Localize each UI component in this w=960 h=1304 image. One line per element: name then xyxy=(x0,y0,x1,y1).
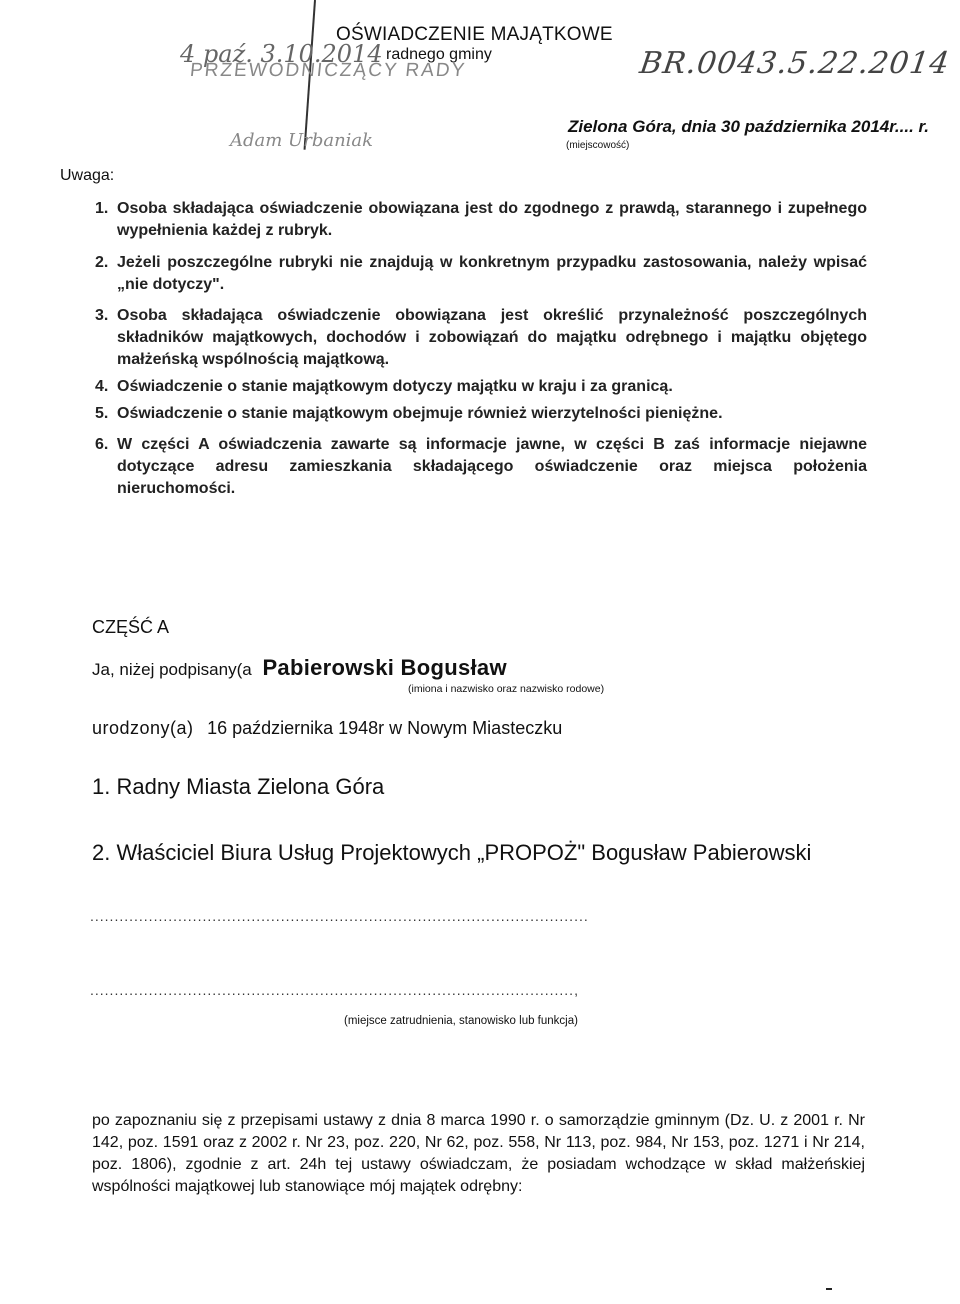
dotted-fill-line: ...................................................................................................... xyxy=(90,908,589,924)
born-value: 16 października 1948r w Nowym Miasteczku xyxy=(207,718,563,738)
notice-item xyxy=(95,434,867,500)
employment-item: 2. Właściciel Biura Usług Projektowych „PROPOŻ" Bogusław Pabierowski xyxy=(92,840,812,865)
notice-heading: Uwaga: xyxy=(60,167,115,184)
document-title: OŚWIADCZENIE MAJĄTKOWE xyxy=(336,24,613,45)
notice-item-number: 2. xyxy=(95,254,109,271)
notice-item-number: 4. xyxy=(95,378,109,395)
born-line xyxy=(92,718,562,739)
notice-item-text: W części A oświadczenia zawarte są informacje jawne, w części B zaś informacje niejawne dotyczące adresu zamieszkania składającego oświadczenie oraz miejsca położenia nieruchomości. xyxy=(117,436,867,497)
notice-item-number: 5. xyxy=(95,405,109,422)
notice-item-text: Oświadczenie o stanie majątkowym obejmuje również wierzytelności pieniężne. xyxy=(117,405,723,422)
notice-item-number: 3. xyxy=(95,307,109,324)
notice-item-text: Osoba składająca oświadczenie obowiązana jest do zgodnego z prawdą, starannego i zupełnego wypełnienia każdej z rubryk. xyxy=(117,200,867,239)
notice-item-number: 1. xyxy=(95,200,109,217)
document-subtitle: radnego gminy xyxy=(386,46,492,63)
notice-item-text: Osoba składająca oświadczenie obowiązana jest określić przynależność poszczególnych składników majątkowych, dochodów i zobowiązań do majątku odrębnego i majątku objętego małżeńską wspólnością majątkową. xyxy=(117,307,867,368)
employment-field-label: (miejsce zatrudnienia, stanowisko lub funkcja) xyxy=(344,1015,578,1027)
reference-number: BR.0043.5.22.2014 xyxy=(637,46,953,81)
handwritten-signature: Adam Urbaniak xyxy=(230,130,374,151)
declaration-paragraph: po zapoznaniu się z przepisami ustawy z dnia 8 marca 1990 r. o samorządzie gminnym (Dz. U. z 2001 r. Nr 142, poz. 1591 oraz z 2002 r. Nr 23, poz. 220, Nr 62, poz. 558, Nr 113, poz. 984, Nr 153, poz. 1271 i Nr 214, poz. 1806), zgodnie z art. 24h tej ustawy oświadczam, że posiadam wchodzące w skład małżeńskiej wspólności majątkowej lub stanowiące mój majątek odrębny: xyxy=(92,1112,865,1195)
notice-item xyxy=(95,198,867,242)
born-prefix: urodzony(a) xyxy=(92,718,194,738)
employment-item: 1. Radny Miasta Zielona Góra xyxy=(92,774,385,799)
place-label: (miejscowość) xyxy=(566,140,630,151)
handwritten-date: 4 paź. 3.10.2014 xyxy=(180,40,383,68)
notice-item-text: Oświadczenie o stanie majątkowym dotyczy majątku w kraju i za granicą. xyxy=(117,378,673,395)
place-date: Zielona Góra, dnia 30 października 2014r.... r. xyxy=(568,117,929,136)
declarant-name: Pabierowski Bogusław xyxy=(262,655,507,680)
notice-item xyxy=(95,403,867,425)
page-mark xyxy=(826,1288,832,1290)
dotted-fill-line: ..................................................................................................., xyxy=(90,982,579,998)
notice-item-text: Jeżeli poszczególne rubryki nie znajdują w konkretnym przypadku zastosowania, należy wpisać „nie dotyczy". xyxy=(117,254,867,293)
notice-item xyxy=(95,252,867,296)
notice-item xyxy=(95,305,867,371)
notice-item-number: 6. xyxy=(95,436,109,453)
name-field-label: (imiona i nazwisko oraz nazwisko rodowe) xyxy=(408,683,605,695)
declarant-prefix: Ja, niżej podpisany(a xyxy=(92,660,252,679)
stamp: PRZEWODNICZĄCY RADY xyxy=(188,60,468,81)
part-a-title: CZĘŚĆ A xyxy=(92,617,170,637)
declarant-line xyxy=(92,655,507,681)
notice-item xyxy=(95,376,867,398)
